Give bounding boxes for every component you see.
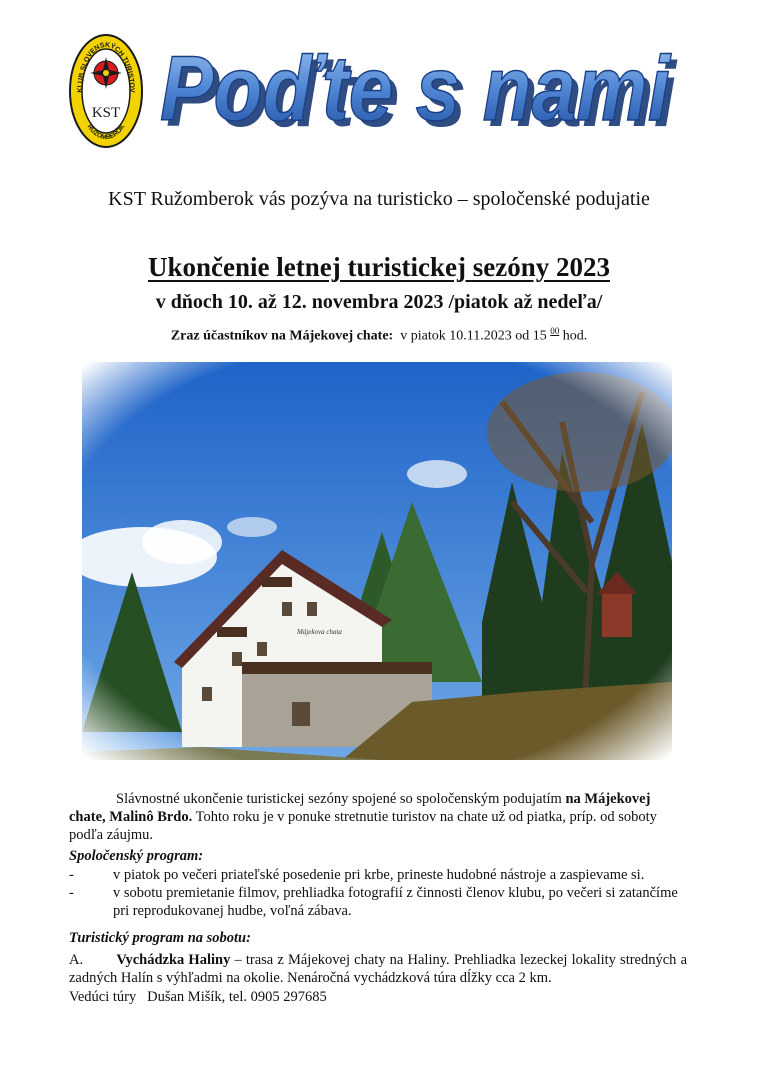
event-dates: v dňoch 10. až 12. novembra 2023 /piatok až nedeľa/ <box>155 291 603 313</box>
meeting-label: Zraz účastníkov na Májekovej chate: <box>170 328 394 344</box>
kst-club-logo <box>68 33 144 149</box>
tour-item-letter: A. <box>69 952 84 968</box>
meeting-minutes: 00 <box>550 326 560 336</box>
event-title <box>0 252 758 283</box>
banner-shadow: Poďte s nami <box>166 44 679 146</box>
social-program-heading: Spoločenský program: <box>69 848 204 864</box>
tour-item-text: – trasa z Májekovej chaty na Haliny. Prehliadka lezeckej lokality stredných a zadných Halín s výhľadmi na okolie. Nenáročná vychádzková túra dĺžky cca 2 km. <box>69 952 688 986</box>
event-title-text: Ukončenie letnej turistickej sezóny 2023 <box>148 252 610 282</box>
tour-program-heading: Turistický program na sobotu: <box>69 930 251 946</box>
intro-venue: na Májekovej chate, Malinô Brdo. <box>69 791 651 825</box>
meeting-value: v piatok 10.11.2023 od 15 <box>400 328 547 344</box>
logo-ring-bottom-text: RUŽOMBEROK <box>85 123 127 142</box>
meeting-suffix: hod. <box>562 328 588 344</box>
meeting-info <box>0 326 758 345</box>
invitation-line: KST Ružomberok vás pozýva na turisticko – spoločenské podujatie <box>108 188 650 210</box>
social-item-text: v piatok po večeri priateľské posedenie pri krbe, prineste hudobné nástroje a zaspievame si. <box>113 867 645 883</box>
intro-text-1: Slávnostné ukončenie turistickej sezóny spojené so spoločenským podujatím <box>116 791 566 807</box>
tour-item-a <box>69 951 687 987</box>
banner-title <box>158 28 688 148</box>
intro-text-2: Tohto roku je v ponuke stretnutie turistov na chate už od piatka, príp. od soboty podľa záujmu. <box>69 809 657 843</box>
banner-text: Poďte s nami <box>160 38 673 140</box>
logo-monogram: KST <box>91 105 121 121</box>
social-item-saturday <box>69 884 687 920</box>
tour-item-name: Vychádzka Haliny <box>116 952 231 968</box>
bullet-dash: - <box>69 885 74 901</box>
chalet-photo <box>82 362 672 760</box>
social-item-text: v sobotu premietanie filmov, prehliadka fotografií z činnosti členov klubu, po večeri si zatančíme pri reprodukovanej hudbe, voľná zábava. <box>113 885 678 919</box>
bullet-dash: - <box>69 867 74 883</box>
tour-leader: Vedúci túry Dušan Mišík, tel. 0905 297685 <box>69 989 327 1005</box>
intro-paragraph <box>69 790 687 844</box>
logo-ring-top-text: KLUB SLOVENSKÝCH TURISTOV <box>76 41 136 93</box>
